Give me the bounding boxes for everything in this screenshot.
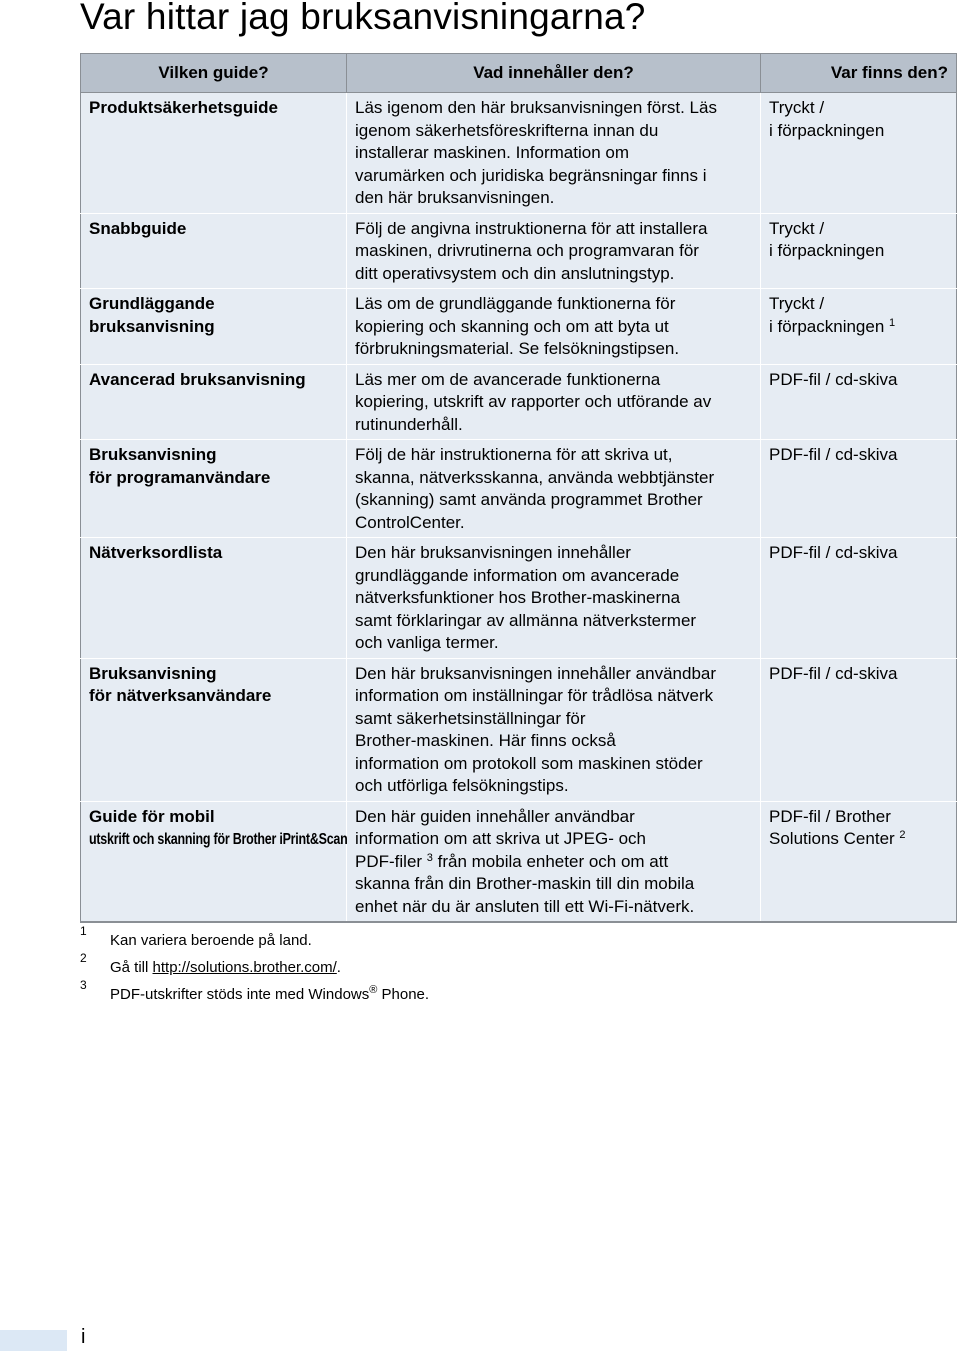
footnote-ref: 3: [426, 851, 433, 864]
guide-location: Tryckt / i förpackningen: [761, 93, 957, 214]
page-number: i: [81, 1326, 86, 1348]
table-row: [81, 658, 957, 801]
guide-name: Guide för mobil utskrift och skanning för Brother iPrint&Scan: [81, 801, 347, 922]
guide-location: PDF-fil / cd-skiva: [761, 364, 957, 440]
guide-location: Tryckt / i förpackningen $^1$: [761, 289, 957, 365]
table-row: [81, 538, 957, 659]
guide-description: Följ de här instruktionerna för att skriva ut, skanna, nätverksskanna, använda webbtjänster (skanning) samt använda programmet Brother ControlCenter.: [347, 440, 761, 538]
guide-location: PDF-fil / cd-skiva: [761, 538, 957, 659]
guide-description: Den här bruksanvisningen innehåller grundläggande information om avancerade nätverksfunktioner hos Brother-maskinerna samt förklaringar av allmänna nätverkstermer och vanliga termer.: [347, 538, 761, 659]
table-row: [81, 364, 957, 440]
table-header-row: [81, 54, 957, 93]
guide-description: Läs om de grundläggande funktionerna för kopiering och skanning och om att byta ut förbrukningsmaterial. Se felsökningstipsen.: [347, 289, 761, 365]
table-row: [81, 440, 957, 538]
guide-location: PDF-fil / cd-skiva: [761, 658, 957, 801]
footnote-ref: 1: [889, 316, 896, 329]
registered-mark: ®: [369, 984, 378, 996]
table-row: [81, 801, 957, 922]
guide-location: Tryckt / i förpackningen: [761, 213, 957, 289]
header-contents: Vad innehåller den?: [347, 54, 761, 93]
table-row: [81, 93, 957, 214]
guide-description: Den här guiden innehåller användbar information om att skriva ut JPEG- och PDF-filer $^3$ från mobila enheter och om att skanna från din Brother-maskin till din mobila enhet när du är ansluten till ett Wi-Fi-nätverk.: [347, 801, 761, 922]
page-title: Var hittar jag bruksanvisningarna?: [80, 0, 646, 37]
guide-name: Produktsäkerhetsguide: [81, 93, 347, 214]
table-row: [81, 213, 957, 289]
header-location: Var finns den?: [761, 54, 957, 93]
solutions-link[interactable]: http://solutions.brother.com/: [152, 959, 337, 976]
guide-description: Den här bruksanvisningen innehåller användbar information om inställningar för trådlösa nätverk samt säkerhetsinställningar för Brother-maskinen. Här finns också information om protokoll som maskinen stöder och utförliga felsökningstips.: [347, 658, 761, 801]
guide-description: Läs mer om de avancerade funktionerna kopiering, utskrift av rapporter och utförande av rutinunderhåll.: [347, 364, 761, 440]
table-row: [81, 289, 957, 365]
guide-location: PDF-fil / cd-skiva: [761, 440, 957, 538]
chapter-tab: [0, 1330, 67, 1351]
header-which-guide: Vilken guide?: [81, 54, 347, 93]
guide-name: Bruksanvisning för programanvändare: [81, 440, 347, 538]
guide-name-condensed: utskrift och skanning för Brother iPrint&Scan: [89, 831, 348, 848]
guide-description: Följ de angivna instruktionerna för att installera maskinen, drivrutinerna och programvaran för ditt operativsystem och din anslutningstyp.: [347, 213, 761, 289]
guide-name: Nätverksordlista: [81, 538, 347, 659]
guide-description: Läs igenom den här bruksanvisningen först. Läs igenom säkerhetsföreskrifterna innan du installerar maskinen. Information om varumärken och juridiska begränsningar finns i den här bruksanvisningen.: [347, 93, 761, 214]
guide-name: Snabbguide: [81, 213, 347, 289]
guide-table: [80, 53, 957, 923]
guide-location: PDF-fil / Brother Solutions Center $^2$: [761, 801, 957, 922]
footnote-ref: 2: [899, 829, 906, 841]
guide-name: Grundläggande bruksanvisning: [81, 289, 347, 365]
guide-name: Bruksanvisning för nätverksanvändare: [81, 658, 347, 801]
guide-name: Avancerad bruksanvisning: [81, 364, 347, 440]
